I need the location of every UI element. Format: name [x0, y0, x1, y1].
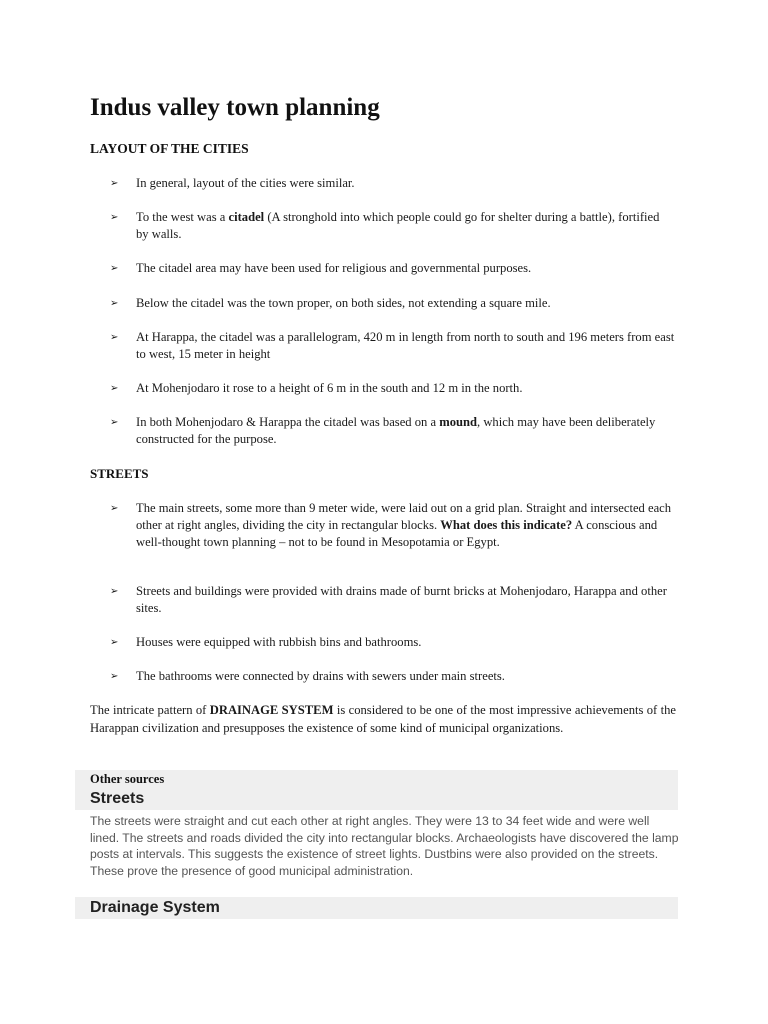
section-heading-layout: LAYOUT OF THE CITIES [90, 141, 249, 156]
arrow-bullet-icon: ➢ [110, 298, 119, 309]
bullet-item [110, 295, 675, 312]
arrow-bullet-icon: ➢ [110, 383, 119, 394]
bullet-item [110, 329, 675, 363]
bullet-item [110, 583, 675, 617]
bullet-text: Streets and buildings were provided with drains made of burnt bricks at Mohenjodaro, Harappa and other sites. [136, 584, 667, 615]
bullet-text: In general, layout of the cities were similar. [136, 176, 355, 190]
bullet-item [110, 380, 675, 397]
arrow-bullet-icon: ➢ [110, 503, 119, 514]
bullet-text: Below the citadel was the town proper, on both sides, not extending a square mile. [136, 296, 551, 310]
arrow-bullet-icon: ➢ [110, 671, 119, 682]
bold-term: DRAINAGE SYSTEM [209, 703, 334, 717]
page-title: Indus valley town planning [90, 94, 380, 121]
bullet-text: The main streets, some more than 9 meter wide, were laid out on a grid plan. Straight and intersected each other at right angles, dividing the city in rectangular blocks. What does this indicate? A conscious and well-thought town planning – not to be found in Mesopotamia or Egypt. [136, 501, 672, 549]
bold-term: What does this indicate? [440, 518, 573, 532]
bullet-text: The bathrooms were connected by drains with sewers under main streets. [136, 669, 505, 683]
arrow-bullet-icon: ➢ [110, 332, 119, 343]
bullet-item [110, 414, 675, 448]
bullet-item [110, 209, 675, 243]
other-sources-band [75, 770, 678, 810]
bullet-item [110, 634, 675, 651]
arrow-bullet-icon: ➢ [110, 212, 119, 223]
drainage-system-heading: Drainage System [90, 899, 220, 916]
bullet-text: At Harappa, the citadel was a parallelogram, 420 m in length from north to south and 196 meters from east to west, 15 meter in height [136, 330, 675, 361]
bullet-item [110, 260, 675, 277]
bold-term: citadel [228, 210, 265, 224]
arrow-bullet-icon: ➢ [110, 178, 119, 189]
section-heading-streets: STREETS [90, 466, 149, 481]
bold-term: mound [439, 415, 478, 429]
bullet-text: Houses were equipped with rubbish bins and bathrooms. [136, 635, 422, 649]
other-sources-label: Other sources [90, 772, 165, 786]
bullet-item [110, 175, 675, 192]
bullet-text: The citadel area may have been used for religious and governmental purposes. [136, 261, 532, 275]
streets-heading: Streets [90, 790, 145, 807]
drainage-paragraph: The intricate pattern of DRAINAGE SYSTEM is considered to be one of the most impressive achievements of the Harappan civilization and presupposes the existence of some kind of municipal organizations. [90, 703, 676, 735]
arrow-bullet-icon: ➢ [110, 417, 119, 428]
bullet-item [110, 500, 675, 551]
streets-paragraph: The streets were straight and cut each other at right angles. They were 13 to 34 feet wide and were well lined. The streets and roads divided the city into rectangular blocks. Archaeologists have discovered the lamp posts at intervals. This suggests the existence of street lights. Dustbins were also provided on the streets. These prove the presence of good municipal administration. [90, 814, 679, 878]
arrow-bullet-icon: ➢ [110, 637, 119, 648]
bullet-text: At Mohenjodaro it rose to a height of 6 m in the south and 12 m in the north. [136, 381, 523, 395]
arrow-bullet-icon: ➢ [110, 586, 119, 597]
bullet-text: In both Mohenjodaro & Harappa the citadel was based on a mound, which may have been deliberately constructed for the purpose. [136, 415, 656, 446]
arrow-bullet-icon: ➢ [110, 263, 119, 274]
bullet-text: To the west was a citadel (A stronghold into which people could go for shelter during a battle), fortified by walls. [136, 210, 660, 241]
bullet-item [110, 668, 675, 685]
